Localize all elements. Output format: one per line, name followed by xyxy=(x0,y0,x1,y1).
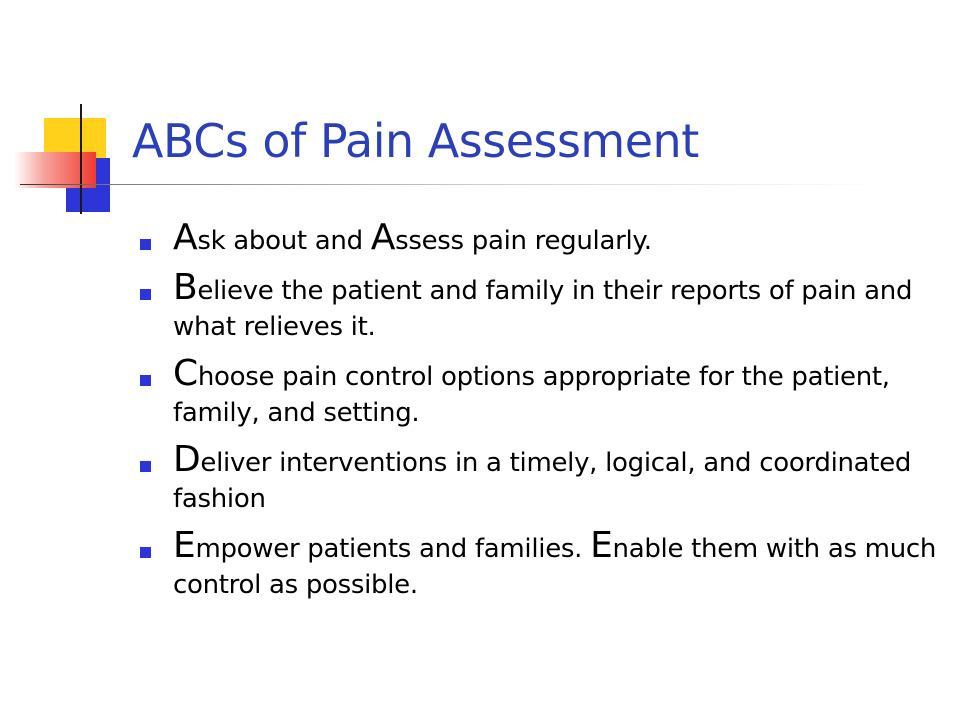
bullet-text xyxy=(173,439,940,517)
square-bullet-icon xyxy=(140,289,151,300)
bullet-text xyxy=(173,525,940,603)
title-underline xyxy=(20,184,880,185)
bullet-text xyxy=(173,267,940,345)
square-bullet-icon xyxy=(140,461,151,472)
decorative-vertical-line xyxy=(80,104,82,214)
bullet-text xyxy=(173,353,940,431)
bullet-text-segment: hoose pain control options appropriate for the patient, family, and setting. xyxy=(173,362,890,428)
bullet-item xyxy=(140,353,940,431)
bullet-text xyxy=(173,217,940,259)
square-bullet-icon xyxy=(140,239,151,250)
bullet-item xyxy=(140,439,940,517)
slide-title: ABCs of Pain Assessment xyxy=(132,114,699,168)
bullet-text-segment: mpower patients and families. xyxy=(195,534,591,564)
initial-letter: E xyxy=(173,525,196,566)
bullet-item xyxy=(140,217,940,259)
bullet-text-segment: nable them with as much control as possible. xyxy=(173,534,937,600)
bullet-list xyxy=(140,217,940,614)
bullet-text-segment: sk about and xyxy=(197,226,371,256)
bullet-text-segment: elieve the patient and family in their reports of pain and what relieves it. xyxy=(173,276,913,342)
square-bullet-icon xyxy=(140,375,151,386)
initial-letter: C xyxy=(173,353,198,394)
initial-letter: A xyxy=(173,217,198,258)
bullet-item xyxy=(140,525,940,603)
bullet-text-segment: eliver interventions in a timely, logical, and coordinated fashion xyxy=(173,448,912,514)
initial-letter: A xyxy=(370,217,396,258)
bullet-item xyxy=(140,267,940,345)
initial-letter: E xyxy=(590,525,613,566)
initial-letter: B xyxy=(173,267,198,308)
square-bullet-icon xyxy=(140,547,151,558)
initial-letter: D xyxy=(173,439,201,480)
decorative-red-bar xyxy=(14,152,96,188)
bullet-text-segment: ssess pain regularly. xyxy=(395,226,652,256)
